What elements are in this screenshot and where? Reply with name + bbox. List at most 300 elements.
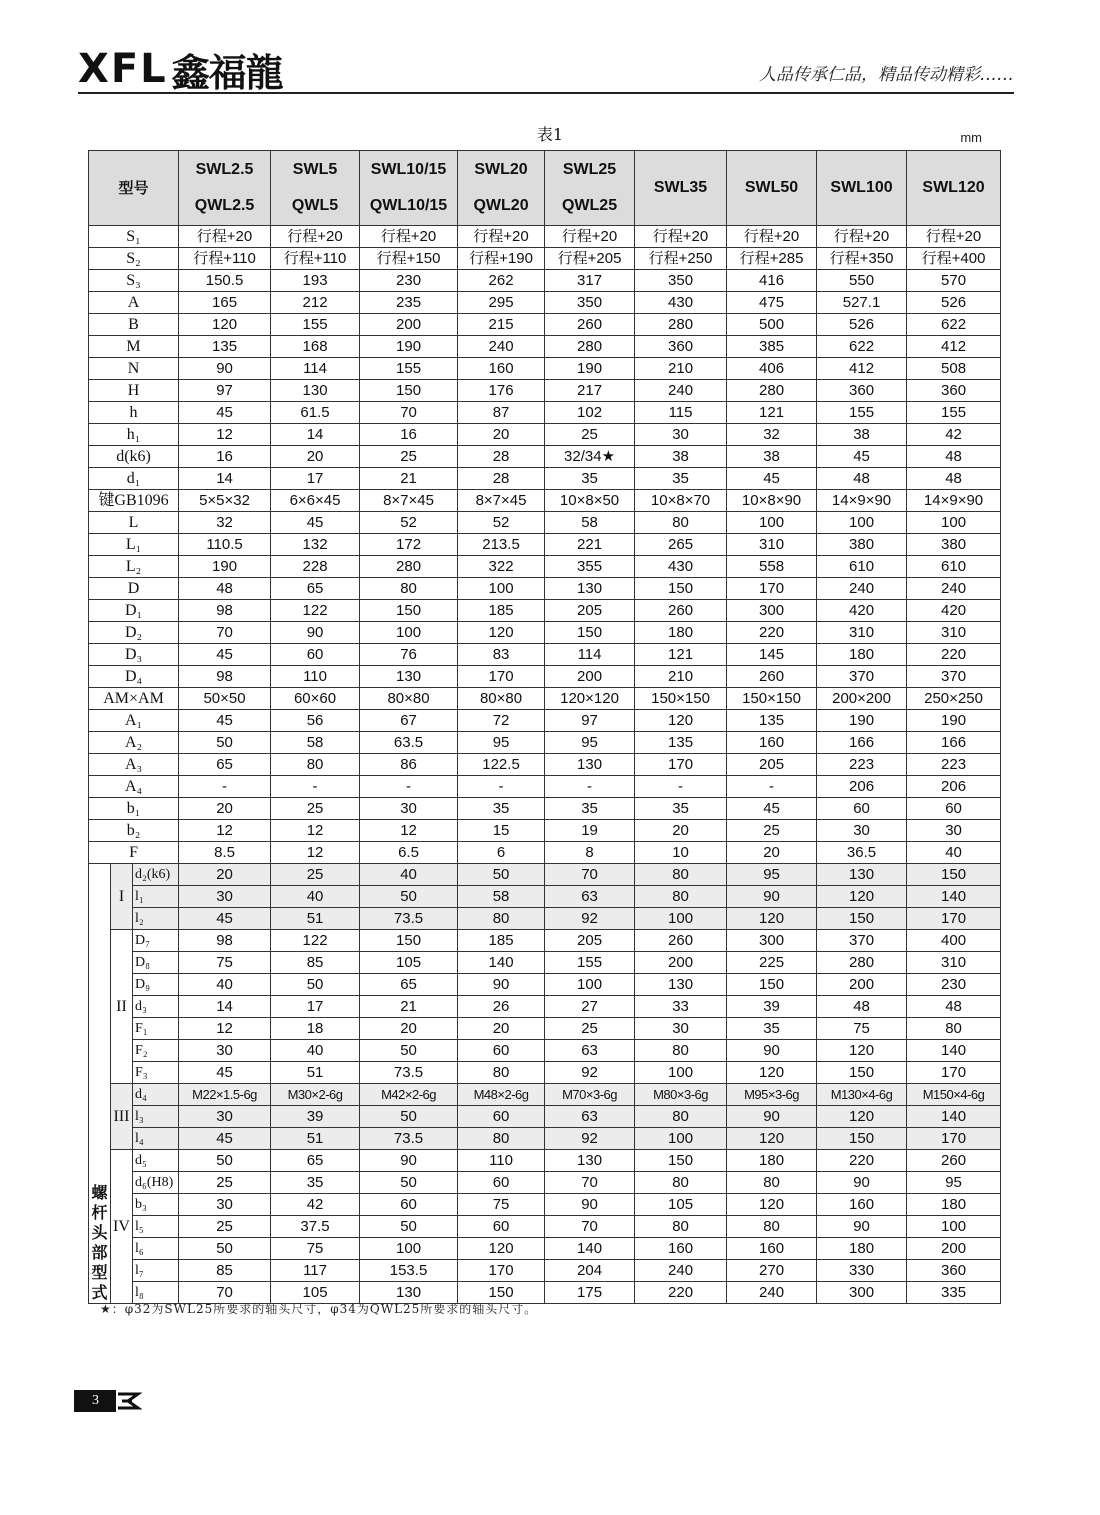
table-cell: 150 <box>635 578 727 600</box>
table-cell: 45 <box>179 908 271 930</box>
table-cell: 75 <box>817 1018 907 1040</box>
spec-table <box>88 150 1001 1304</box>
table-cell: 48 <box>907 996 1001 1018</box>
table-cell: 48 <box>907 446 1001 468</box>
table-cell: 10×8×70 <box>635 490 727 512</box>
row-label: D₇ <box>133 930 179 952</box>
row-label: M <box>89 336 179 358</box>
table-cell: 38 <box>817 424 907 446</box>
table-cell: 75 <box>458 1194 545 1216</box>
table-cell: 30 <box>907 820 1001 842</box>
row-label: d₂(k6) <box>133 864 179 886</box>
table-cell: 130 <box>360 1282 458 1304</box>
table-cell: 558 <box>727 556 817 578</box>
row-label: D₈ <box>133 952 179 974</box>
table-cell: 行程+20 <box>360 226 458 248</box>
table-cell: 130 <box>817 864 907 886</box>
table-cell: - <box>360 776 458 798</box>
table-cell: 80 <box>907 1018 1001 1040</box>
table-cell: 50 <box>360 1040 458 1062</box>
model-name: QWL2.5 <box>194 197 255 214</box>
table-cell: 97 <box>545 710 635 732</box>
table-cell: 行程+285 <box>727 248 817 270</box>
table-cell: 32 <box>727 424 817 446</box>
table-row <box>89 864 1001 886</box>
table-cell: 120×120 <box>545 688 635 710</box>
table-cell: 行程+20 <box>727 226 817 248</box>
row-label: A₄ <box>89 776 179 798</box>
table-row <box>89 1260 1001 1282</box>
table-cell: 12 <box>179 424 271 446</box>
table-cell: 90 <box>727 886 817 908</box>
table-row <box>89 226 1001 248</box>
head-type-label: 螺 杆 头 部 型 式 <box>89 864 111 1304</box>
table-cell: 10×8×50 <box>545 490 635 512</box>
table-cell: 61.5 <box>271 402 360 424</box>
row-label: b₂ <box>89 820 179 842</box>
table-cell: 300 <box>727 930 817 952</box>
table-row <box>89 578 1001 600</box>
table-cell: 80 <box>635 886 727 908</box>
table-cell: 90 <box>727 1040 817 1062</box>
table-row <box>89 490 1001 512</box>
table-cell: 150 <box>635 1150 727 1172</box>
table-cell: 130 <box>360 666 458 688</box>
table-cell: 135 <box>727 710 817 732</box>
table-cell: 150.5 <box>179 270 271 292</box>
table-cell: 20 <box>458 424 545 446</box>
table-cell: 527.1 <box>817 292 907 314</box>
table-cell: 160 <box>727 1238 817 1260</box>
model-name: QWL25 <box>561 197 618 214</box>
table-row <box>89 336 1001 358</box>
table-cell: 180 <box>817 644 907 666</box>
table-row <box>89 776 1001 798</box>
table-cell: 行程+205 <box>545 248 635 270</box>
table-cell: 70 <box>179 1282 271 1304</box>
table-cell: M95×3-6g <box>727 1084 817 1106</box>
table-cell: 120 <box>727 1194 817 1216</box>
table-cell: 100 <box>360 622 458 644</box>
table-cell: 52 <box>458 512 545 534</box>
row-label: S₂ <box>89 248 179 270</box>
table-cell: 20 <box>458 1018 545 1040</box>
table-cell: 30 <box>635 1018 727 1040</box>
table-cell: 130 <box>635 974 727 996</box>
table-row <box>89 1062 1001 1084</box>
row-label: F₃ <box>133 1062 179 1084</box>
table-cell: 行程+250 <box>635 248 727 270</box>
table-cell: 50×50 <box>179 688 271 710</box>
table-cell: 42 <box>271 1194 360 1216</box>
page-mark-icon <box>116 1388 142 1414</box>
table-cell: 25 <box>727 820 817 842</box>
table-row <box>89 622 1001 644</box>
table-cell: 150 <box>360 930 458 952</box>
table-cell: 14 <box>179 996 271 1018</box>
logo-chinese-text: 鑫福龍 <box>171 49 283 95</box>
table-cell: 35 <box>271 1172 360 1194</box>
table-cell: 150 <box>907 864 1001 886</box>
table-cell: 30 <box>817 820 907 842</box>
table-cell: 150 <box>817 1128 907 1150</box>
table-cell: 25 <box>179 1216 271 1238</box>
table-cell: 360 <box>907 1260 1001 1282</box>
model-name: QWL10/15 <box>369 197 448 214</box>
row-label: l₇ <box>133 1260 179 1282</box>
table-cell: 90 <box>817 1172 907 1194</box>
table-cell: 280 <box>545 336 635 358</box>
table-cell: 25 <box>179 1172 271 1194</box>
head-group-label: III <box>111 1084 133 1150</box>
table-cell: 217 <box>545 380 635 402</box>
table-cell: 140 <box>907 886 1001 908</box>
table-cell: 80 <box>635 1172 727 1194</box>
row-label: D <box>89 578 179 600</box>
row-label: d₁ <box>89 468 179 490</box>
row-label: d₆(H8) <box>133 1172 179 1194</box>
table-cell: 622 <box>907 314 1001 336</box>
table-cell: 25 <box>360 446 458 468</box>
table-cell: 35 <box>635 468 727 490</box>
table-cell: 25 <box>271 798 360 820</box>
table-row <box>89 248 1001 270</box>
table-cell: 120 <box>817 1106 907 1128</box>
table-row <box>89 666 1001 688</box>
table-cell: 180 <box>817 1238 907 1260</box>
table-cell: 38 <box>727 446 817 468</box>
table-cell: 150 <box>817 1062 907 1084</box>
table-cell: 12 <box>179 820 271 842</box>
unit-label: mm <box>960 130 982 145</box>
table-row <box>89 798 1001 820</box>
table-cell: 160 <box>727 732 817 754</box>
table-cell: 230 <box>907 974 1001 996</box>
table-cell: 90 <box>458 974 545 996</box>
row-label: b₃ <box>133 1194 179 1216</box>
table-cell: - <box>635 776 727 798</box>
row-label: d₃ <box>133 996 179 1018</box>
table-cell: 12 <box>271 820 360 842</box>
table-cell: 行程+110 <box>271 248 360 270</box>
table-cell: 51 <box>271 1128 360 1150</box>
row-label: B <box>89 314 179 336</box>
row-label: d(k6) <box>89 446 179 468</box>
table-cell: 190 <box>545 358 635 380</box>
table-cell: 56 <box>271 710 360 732</box>
table-cell: 63 <box>545 1040 635 1062</box>
table-cell: 150 <box>545 622 635 644</box>
table-cell: 204 <box>545 1260 635 1282</box>
model-header-2 <box>360 151 458 226</box>
table-cell: M130×4-6g <box>817 1084 907 1106</box>
table-cell: 8 <box>545 842 635 864</box>
table-cell: 190 <box>907 710 1001 732</box>
row-label: l₃ <box>133 1106 179 1128</box>
table-cell: 235 <box>360 292 458 314</box>
table-cell: 150×150 <box>727 688 817 710</box>
table-cell: 95 <box>458 732 545 754</box>
row-label: A <box>89 292 179 314</box>
table-cell: 140 <box>545 1238 635 1260</box>
table-cell: 14×9×90 <box>907 490 1001 512</box>
row-label: A₁ <box>89 710 179 732</box>
table-cell: 行程+150 <box>360 248 458 270</box>
table-cell: 121 <box>727 402 817 424</box>
row-label: D₃ <box>89 644 179 666</box>
table-cell: 80 <box>458 1128 545 1150</box>
table-cell: 60 <box>817 798 907 820</box>
table-row <box>89 732 1001 754</box>
table-cell: 行程+20 <box>545 226 635 248</box>
table-cell: 166 <box>907 732 1001 754</box>
table-cell: 240 <box>907 578 1001 600</box>
table-cell: 280 <box>635 314 727 336</box>
head-group-label: I <box>111 864 133 930</box>
table-cell: 260 <box>635 930 727 952</box>
table-cell: 280 <box>727 380 817 402</box>
table-cell: 350 <box>635 270 727 292</box>
table-cell: 17 <box>271 468 360 490</box>
table-cell: - <box>271 776 360 798</box>
table-row <box>89 446 1001 468</box>
table-cell: 105 <box>271 1282 360 1304</box>
table-cell: 92 <box>545 1062 635 1084</box>
table-cell: 6.5 <box>360 842 458 864</box>
table-cell: 250×250 <box>907 688 1001 710</box>
table-cell: 100 <box>635 1062 727 1084</box>
table-cell: 260 <box>545 314 635 336</box>
table-cell: 412 <box>907 336 1001 358</box>
table-cell: 130 <box>545 1150 635 1172</box>
row-label: H <box>89 380 179 402</box>
table-cell: 150 <box>817 908 907 930</box>
model-header-label: 型号 <box>89 151 179 226</box>
table-cell: 21 <box>360 468 458 490</box>
table-cell: 6 <box>458 842 545 864</box>
table-cell: 33 <box>635 996 727 1018</box>
table-cell: 225 <box>727 952 817 974</box>
table-cell: 80 <box>727 1216 817 1238</box>
table-cell: 170 <box>907 908 1001 930</box>
table-cell: 355 <box>545 556 635 578</box>
table-cell: 98 <box>179 930 271 952</box>
table-cell: 90 <box>360 1150 458 1172</box>
table-cell: 260 <box>907 1150 1001 1172</box>
table-cell: 90 <box>545 1194 635 1216</box>
row-label: L₂ <box>89 556 179 578</box>
table-cell: 100 <box>635 1128 727 1150</box>
table-cell: 240 <box>817 578 907 600</box>
table-cell: 73.5 <box>360 1128 458 1150</box>
table-cell: 105 <box>635 1194 727 1216</box>
model-header-1 <box>271 151 360 226</box>
table-cell: 37.5 <box>271 1216 360 1238</box>
table-cell: 430 <box>635 292 727 314</box>
table-cell: 58 <box>545 512 635 534</box>
table-row <box>89 1194 1001 1216</box>
table-cell: 25 <box>545 424 635 446</box>
table-cell: 45 <box>727 798 817 820</box>
table-cell: 100 <box>907 512 1001 534</box>
table-cell: 8.5 <box>179 842 271 864</box>
table-cell: 416 <box>727 270 817 292</box>
table-cell: 165 <box>179 292 271 314</box>
table-cell: 135 <box>179 336 271 358</box>
table-cell: 360 <box>817 380 907 402</box>
model-name: SWL2.5 <box>195 161 254 178</box>
table-cell: 6×6×45 <box>271 490 360 512</box>
table-cell: 30 <box>179 1040 271 1062</box>
table-cell: 200 <box>360 314 458 336</box>
table-cell: 10 <box>635 842 727 864</box>
row-label: l₂ <box>133 908 179 930</box>
row-label: A₂ <box>89 732 179 754</box>
table-cell: 114 <box>545 644 635 666</box>
table-cell: 200×200 <box>817 688 907 710</box>
table-row <box>89 842 1001 864</box>
table-cell: 20 <box>179 864 271 886</box>
table-cell: 75 <box>179 952 271 974</box>
table-row <box>89 754 1001 776</box>
table-cell: 98 <box>179 600 271 622</box>
table-cell: 85 <box>179 1260 271 1282</box>
table-cell: 240 <box>635 1260 727 1282</box>
table-cell: 205 <box>545 930 635 952</box>
table-cell: 190 <box>817 710 907 732</box>
table-cell: 35 <box>458 798 545 820</box>
model-name: SWL100 <box>830 179 893 196</box>
table-cell: 230 <box>360 270 458 292</box>
table-cell: 45 <box>727 468 817 490</box>
table-cell: 50 <box>458 864 545 886</box>
table-cell: 180 <box>727 1150 817 1172</box>
table-cell: 67 <box>360 710 458 732</box>
table-row <box>89 1216 1001 1238</box>
table-row <box>89 644 1001 666</box>
table-cell: 430 <box>635 556 727 578</box>
table-cell: 260 <box>727 666 817 688</box>
table-cell: 70 <box>179 622 271 644</box>
table-cell: 12 <box>360 820 458 842</box>
table-cell: 90 <box>271 622 360 644</box>
table-cell: 100 <box>545 974 635 996</box>
table-cell: 行程+20 <box>817 226 907 248</box>
table-cell: M42×2-6g <box>360 1084 458 1106</box>
table-cell: 60 <box>458 1106 545 1128</box>
table-cell: 25 <box>271 864 360 886</box>
table-cell: 45 <box>179 710 271 732</box>
table-cell: 75 <box>271 1238 360 1260</box>
table-cell: 130 <box>545 754 635 776</box>
table-cell: M150×4-6g <box>907 1084 1001 1106</box>
table-cell: 350 <box>545 292 635 314</box>
table-row <box>89 820 1001 842</box>
table-cell: 132 <box>271 534 360 556</box>
table-cell: 380 <box>907 534 1001 556</box>
table-cell: 220 <box>907 644 1001 666</box>
table-cell: 30 <box>179 886 271 908</box>
row-label: N <box>89 358 179 380</box>
table-cell: 370 <box>907 666 1001 688</box>
slogan: 人品传承仁品，精品传动精彩…… <box>759 65 1014 85</box>
table-cell: - <box>458 776 545 798</box>
table-cell: 36.5 <box>817 842 907 864</box>
table-cell: 50 <box>179 1238 271 1260</box>
table-row <box>89 1150 1001 1172</box>
table-cell: 30 <box>635 424 727 446</box>
table-cell: 120 <box>179 314 271 336</box>
table-cell: 310 <box>727 534 817 556</box>
table-cell: 70 <box>545 1216 635 1238</box>
table-row <box>89 600 1001 622</box>
table-cell: 14×9×90 <box>817 490 907 512</box>
table-cell: 48 <box>179 578 271 600</box>
table-cell: 58 <box>271 732 360 754</box>
footnote: ★：φ32为SWL25所要求的轴头尺寸，φ34为QWL25所要求的轴头尺寸。 <box>100 1302 538 1316</box>
table-cell: 100 <box>907 1216 1001 1238</box>
table-cell: 19 <box>545 820 635 842</box>
table-cell: 40 <box>179 974 271 996</box>
table-cell: 223 <box>907 754 1001 776</box>
table-cell: 30 <box>179 1194 271 1216</box>
table-cell: 170 <box>727 578 817 600</box>
model-name: SWL20 <box>474 161 528 178</box>
table-cell: 110.5 <box>179 534 271 556</box>
table-cell: 360 <box>907 380 1001 402</box>
row-label: d₄ <box>133 1084 179 1106</box>
table-cell: 260 <box>635 600 727 622</box>
row-label: l₆ <box>133 1238 179 1260</box>
table-cell: M80×3-6g <box>635 1084 727 1106</box>
table-row <box>89 930 1001 952</box>
table-cell: 210 <box>635 358 727 380</box>
table-cell: 190 <box>179 556 271 578</box>
table-cell: 80 <box>635 864 727 886</box>
table-cell: 行程+190 <box>458 248 545 270</box>
table-cell: 85 <box>271 952 360 974</box>
table-cell: 80 <box>635 512 727 534</box>
row-label: S₁ <box>89 226 179 248</box>
table-cell: 98 <box>179 666 271 688</box>
table-cell: 400 <box>907 930 1001 952</box>
model-header-4 <box>545 151 635 226</box>
table-cell: 115 <box>635 402 727 424</box>
table-cell: 10×8×90 <box>727 490 817 512</box>
row-label: D₄ <box>89 666 179 688</box>
table-cell: 210 <box>635 666 727 688</box>
table-cell: 70 <box>545 864 635 886</box>
table-cell: 95 <box>727 864 817 886</box>
table-cell: 80 <box>360 578 458 600</box>
table-cell: 行程+350 <box>817 248 907 270</box>
table-cell: 73.5 <box>360 1062 458 1084</box>
row-label: D₂ <box>89 622 179 644</box>
table-cell: 65 <box>271 578 360 600</box>
table-row <box>89 974 1001 996</box>
table-row <box>89 402 1001 424</box>
table-cell: 35 <box>727 1018 817 1040</box>
table-cell: 570 <box>907 270 1001 292</box>
table-cell: 130 <box>271 380 360 402</box>
table-cell: 140 <box>907 1040 1001 1062</box>
table-cell: 80 <box>458 1062 545 1084</box>
table-cell: 52 <box>360 512 458 534</box>
table-cell: 45 <box>179 644 271 666</box>
table-cell: 28 <box>458 468 545 490</box>
table-cell: 120 <box>458 622 545 644</box>
table-cell: 60 <box>271 644 360 666</box>
